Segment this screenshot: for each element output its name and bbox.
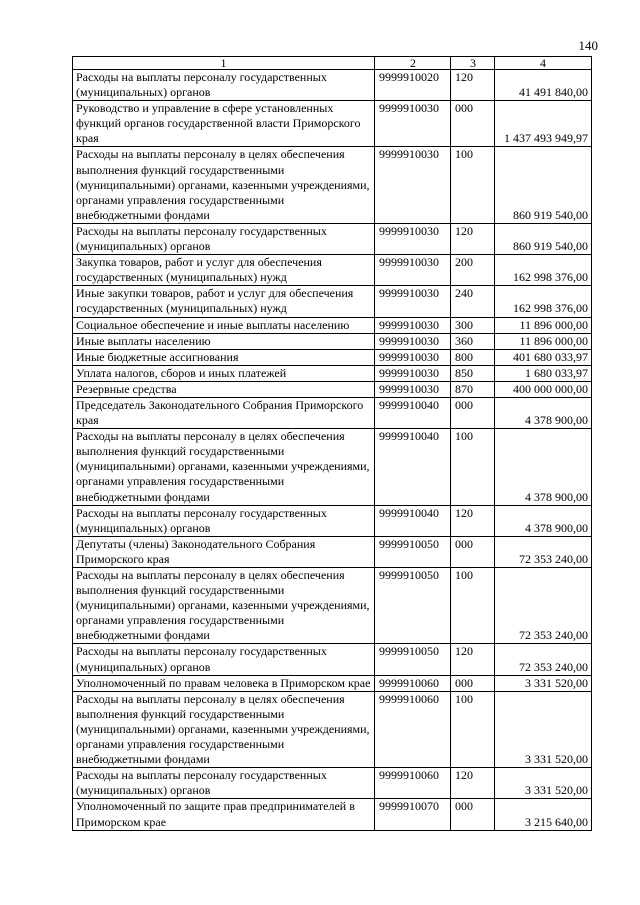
row-code-cell: 9999910060 xyxy=(375,675,451,691)
row-type-cell: 870 xyxy=(451,381,495,397)
row-type-cell: 120 xyxy=(451,768,495,799)
row-type-cell: 240 xyxy=(451,286,495,317)
row-name-cell: Расходы на выплаты персоналу государственных (муниципальных) органов xyxy=(73,644,375,675)
row-name-cell: Расходы на выплаты персоналу государственных (муниципальных) органов xyxy=(73,768,375,799)
row-type-cell: 200 xyxy=(451,255,495,286)
row-code-cell: 9999910030 xyxy=(375,333,451,349)
row-name-cell: Расходы на выплаты персоналу государственных (муниципальных) органов xyxy=(73,70,375,101)
row-name-cell: Расходы на выплаты персоналу в целях обеспечения выполнения функций государственными (муниципальными) органами, казенными учреждениями, органами управления государственными внебюджетными фондами xyxy=(73,691,375,767)
row-code-cell: 9999910040 xyxy=(375,505,451,536)
table-row xyxy=(73,70,592,101)
row-amount-cell: 72 353 240,00 xyxy=(495,568,592,644)
row-name-cell: Руководство и управление в сфере установленных функций органов государственной власти Приморского края xyxy=(73,101,375,147)
row-type-cell: 000 xyxy=(451,101,495,147)
table-row xyxy=(73,381,592,397)
header-col-3: 3 xyxy=(451,57,495,70)
row-name-cell: Расходы на выплаты персоналу государственных (муниципальных) органов xyxy=(73,223,375,254)
row-type-cell: 100 xyxy=(451,147,495,223)
header-col-2: 2 xyxy=(375,57,451,70)
row-amount-cell: 1 680 033,97 xyxy=(495,365,592,381)
row-type-cell: 120 xyxy=(451,223,495,254)
row-type-cell: 100 xyxy=(451,691,495,767)
row-name-cell: Уполномоченный по правам человека в Приморском крае xyxy=(73,675,375,691)
row-amount-cell: 860 919 540,00 xyxy=(495,147,592,223)
row-code-cell: 9999910040 xyxy=(375,429,451,505)
row-name-cell: Уполномоченный по защите прав предпринимателей в Приморском крае xyxy=(73,799,375,830)
row-code-cell: 9999910030 xyxy=(375,255,451,286)
table-row xyxy=(73,349,592,365)
row-type-cell: 000 xyxy=(451,397,495,428)
row-type-cell: 100 xyxy=(451,568,495,644)
row-amount-cell: 3 331 520,00 xyxy=(495,768,592,799)
row-amount-cell: 401 680 033,97 xyxy=(495,349,592,365)
table-row xyxy=(73,505,592,536)
row-amount-cell: 400 000 000,00 xyxy=(495,381,592,397)
table-row xyxy=(73,365,592,381)
row-name-cell: Расходы на выплаты персоналу в целях обеспечения выполнения функций государственными (муниципальными) органами, казенными учреждениями, органами управления государственными внебюджетными фондами xyxy=(73,429,375,505)
row-amount-cell: 72 353 240,00 xyxy=(495,644,592,675)
row-name-cell: Расходы на выплаты персоналу государственных (муниципальных) органов xyxy=(73,505,375,536)
row-code-cell: 9999910050 xyxy=(375,644,451,675)
table-row xyxy=(73,691,592,767)
budget-table-body xyxy=(73,57,592,831)
row-type-cell: 120 xyxy=(451,505,495,536)
row-code-cell: 9999910070 xyxy=(375,799,451,830)
row-amount-cell: 3 331 520,00 xyxy=(495,691,592,767)
row-code-cell: 9999910030 xyxy=(375,286,451,317)
row-amount-cell: 72 353 240,00 xyxy=(495,536,592,567)
row-type-cell: 120 xyxy=(451,70,495,101)
table-row xyxy=(73,333,592,349)
row-code-cell: 9999910030 xyxy=(375,365,451,381)
row-code-cell: 9999910030 xyxy=(375,317,451,333)
row-type-cell: 800 xyxy=(451,349,495,365)
row-type-cell: 850 xyxy=(451,365,495,381)
row-type-cell: 300 xyxy=(451,317,495,333)
row-code-cell: 9999910040 xyxy=(375,397,451,428)
table-row xyxy=(73,147,592,223)
table-row xyxy=(73,317,592,333)
row-type-cell: 360 xyxy=(451,333,495,349)
row-amount-cell: 860 919 540,00 xyxy=(495,223,592,254)
row-code-cell: 9999910020 xyxy=(375,70,451,101)
table-row xyxy=(73,536,592,567)
row-name-cell: Закупка товаров, работ и услуг для обеспечения государственных (муниципальных) нужд xyxy=(73,255,375,286)
row-name-cell: Резервные средства xyxy=(73,381,375,397)
row-type-cell: 000 xyxy=(451,675,495,691)
row-code-cell: 9999910050 xyxy=(375,536,451,567)
row-name-cell: Социальное обеспечение и иные выплаты населению xyxy=(73,317,375,333)
row-name-cell: Иные бюджетные ассигнования xyxy=(73,349,375,365)
row-type-cell: 120 xyxy=(451,644,495,675)
row-name-cell: Расходы на выплаты персоналу в целях обеспечения выполнения функций государственными (муниципальными) органами, казенными учреждениями, органами управления государственными внебюджетными фондами xyxy=(73,568,375,644)
row-amount-cell: 4 378 900,00 xyxy=(495,429,592,505)
row-type-cell: 000 xyxy=(451,536,495,567)
row-amount-cell: 162 998 376,00 xyxy=(495,255,592,286)
table-row xyxy=(73,568,592,644)
table-row xyxy=(73,429,592,505)
row-amount-cell: 11 896 000,00 xyxy=(495,317,592,333)
row-amount-cell: 4 378 900,00 xyxy=(495,505,592,536)
budget-table xyxy=(72,56,592,831)
table-row xyxy=(73,799,592,830)
row-code-cell: 9999910030 xyxy=(375,349,451,365)
row-type-cell: 000 xyxy=(451,799,495,830)
row-amount-cell: 3 215 640,00 xyxy=(495,799,592,830)
table-row xyxy=(73,101,592,147)
row-code-cell: 9999910030 xyxy=(375,223,451,254)
row-amount-cell: 1 437 493 949,97 xyxy=(495,101,592,147)
row-amount-cell: 41 491 840,00 xyxy=(495,70,592,101)
row-amount-cell: 11 896 000,00 xyxy=(495,333,592,349)
table-row xyxy=(73,223,592,254)
table-row xyxy=(73,675,592,691)
row-code-cell: 9999910060 xyxy=(375,768,451,799)
row-type-cell: 100 xyxy=(451,429,495,505)
header-col-1: 1 xyxy=(73,57,375,70)
row-amount-cell: 4 378 900,00 xyxy=(495,397,592,428)
row-name-cell: Председатель Законодательного Собрания Приморского края xyxy=(73,397,375,428)
row-amount-cell: 3 331 520,00 xyxy=(495,675,592,691)
row-code-cell: 9999910030 xyxy=(375,147,451,223)
row-name-cell: Расходы на выплаты персоналу в целях обеспечения выполнения функций государственными (муниципальными) органами, казенными учреждениями, органами управления государственными внебюджетными фондами xyxy=(73,147,375,223)
row-code-cell: 9999910030 xyxy=(375,381,451,397)
row-code-cell: 9999910060 xyxy=(375,691,451,767)
row-name-cell: Уплата налогов, сборов и иных платежей xyxy=(73,365,375,381)
row-code-cell: 9999910050 xyxy=(375,568,451,644)
row-name-cell: Иные выплаты населению xyxy=(73,333,375,349)
row-amount-cell: 162 998 376,00 xyxy=(495,286,592,317)
row-name-cell: Иные закупки товаров, работ и услуг для обеспечения государственных (муниципальных) нужд xyxy=(73,286,375,317)
table-header-row xyxy=(73,57,592,70)
header-col-4: 4 xyxy=(495,57,592,70)
page-number: 140 xyxy=(578,38,598,53)
table-row xyxy=(73,397,592,428)
row-name-cell: Депутаты (члены) Законодательного Собрания Приморского края xyxy=(73,536,375,567)
table-row xyxy=(73,644,592,675)
row-code-cell: 9999910030 xyxy=(375,101,451,147)
table-row xyxy=(73,286,592,317)
table-row xyxy=(73,768,592,799)
table-row xyxy=(73,255,592,286)
